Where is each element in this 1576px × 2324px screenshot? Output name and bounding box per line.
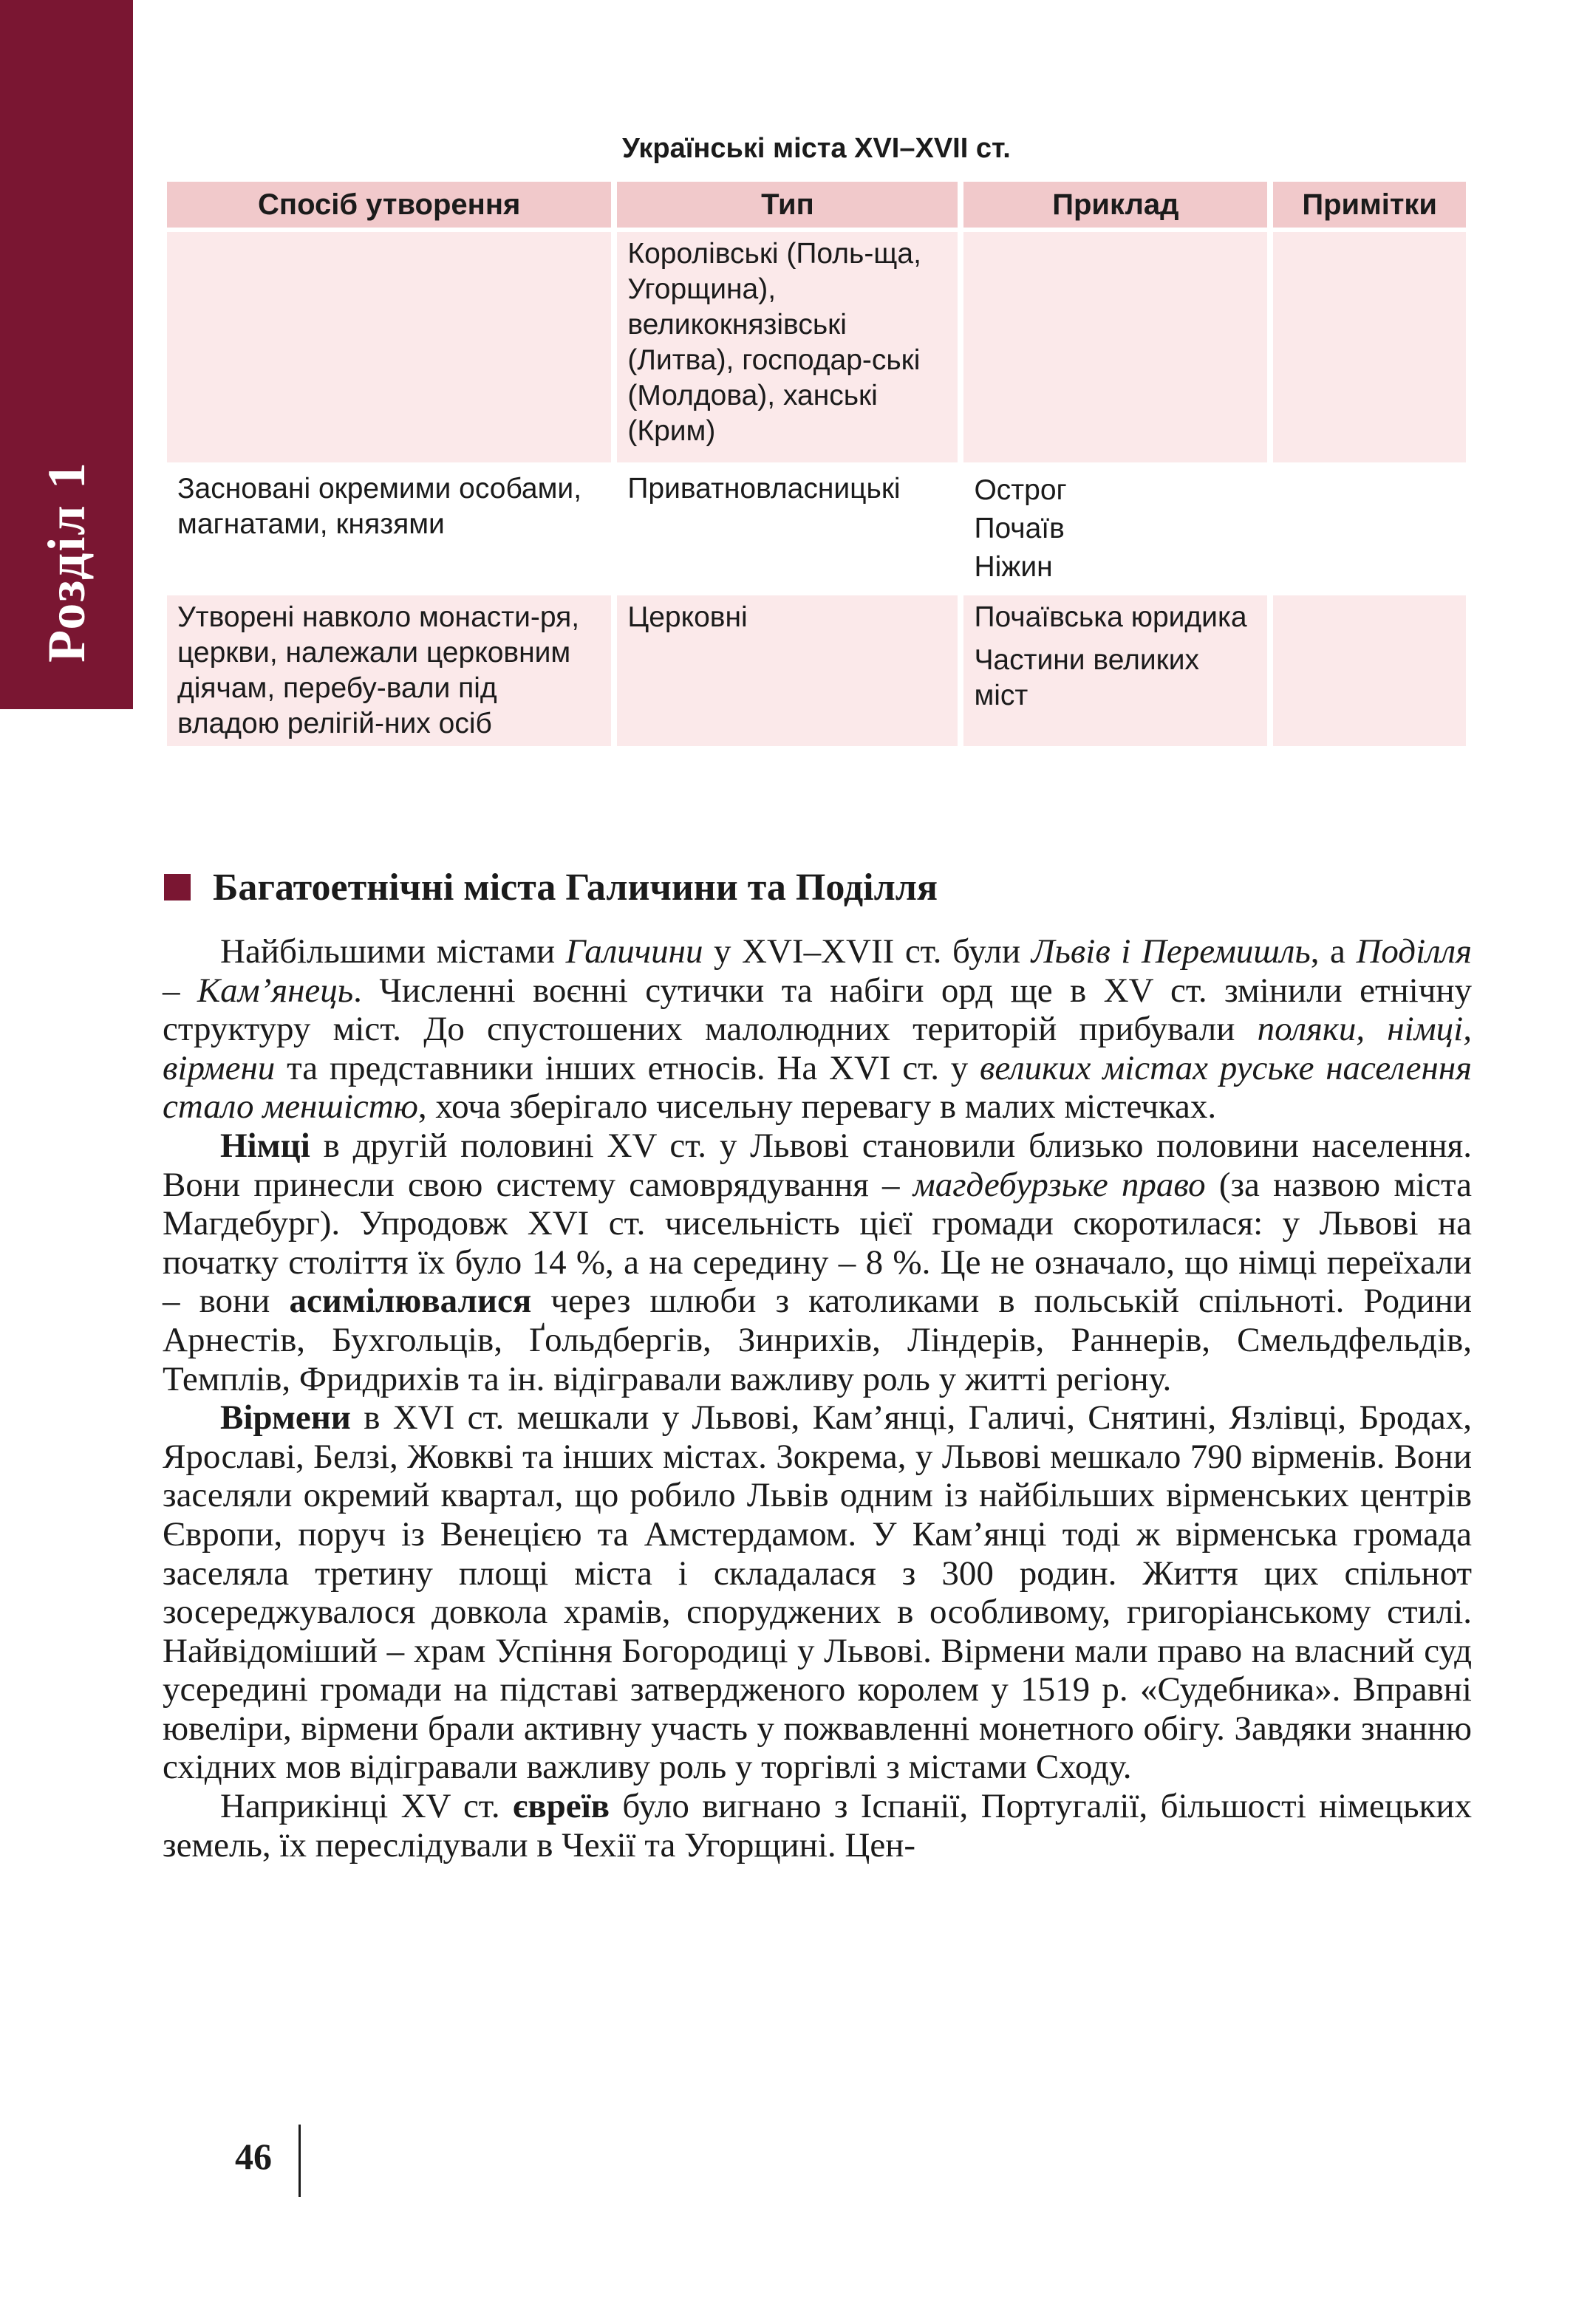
- paragraph-galicia: [163, 932, 1472, 1127]
- cell-type: Приватновласницькі: [627, 473, 901, 505]
- table-header-row: [167, 182, 1466, 228]
- body-text: [163, 932, 1472, 1865]
- section-title: Багатоетнічні міста Галичини та Поділля: [213, 866, 938, 909]
- example-item: Почаїв: [974, 513, 1065, 544]
- header-example: Приклад: [963, 182, 1267, 228]
- cell-example: [963, 232, 1267, 462]
- table-row: [167, 232, 1466, 462]
- example-item: Частини великих міст: [974, 644, 1199, 711]
- paragraph-jews: [163, 1787, 1472, 1865]
- cell-type: Церковні: [617, 595, 958, 746]
- text-run: було вигнано з Іспанії, Португалії, більшості німецьких земель, їх переслідували в Чехії та Угорщині. Цен-: [163, 1787, 1472, 1865]
- text-run: у XVI–XVII ст. були: [703, 932, 1031, 971]
- cell-notes: [1273, 595, 1466, 746]
- table-title: Українські міста XVI–XVII ст.: [622, 133, 1011, 164]
- text-run: в другій половині XV ст. у Львові становили близько половини населення. Вони принесли свою систему самоврядування –: [163, 1126, 1472, 1204]
- example-item: Острог: [974, 474, 1067, 506]
- paragraph-armenians: [163, 1398, 1472, 1787]
- bold-term: євреїв: [512, 1787, 610, 1826]
- italic-term: магдебурзьке право: [912, 1165, 1206, 1204]
- section-marker-icon: [164, 874, 191, 900]
- cell-example: [963, 595, 1267, 746]
- cities-table: [161, 177, 1472, 751]
- table-row: [167, 595, 1466, 746]
- chapter-label: Розділ 1: [36, 460, 96, 663]
- text-run: через шлюби з католиками в польській спільноті. Родини Арнестів, Бухгольців, Ґольдбергів, Зинрихів, Ліндерів, Раннерів, Смельдфельдів, Темплів, Фридрихів та ін. відігравали важливу роль у житті регіону.: [163, 1282, 1472, 1398]
- example-item: Почаївська юридика: [974, 601, 1247, 633]
- text-run: , хоча зберігало чисельну перевагу в малих містечках.: [417, 1087, 1217, 1127]
- bold-term: Вірмени: [220, 1398, 351, 1438]
- text-run: в XVI ст. мешкали у Львові, Кам’янці, Галичі, Снятині, Язлівці, Бродах, Ярославі, Белзі, Жовкві та інших містах. Зокрема, у Львові мешкало 790 вірменів. Вони заселяли окремий квартал, що робило Львів одним із найбільших вірменських центрів Європи, поруч із Венецією та Амстердамом. У Кам’янці тоді ж вірменська громада заселяла третину площі міста і складалася з 300 родин. Життя цих спільнот зосереджувалося довкола храмів, споруджених в особливому, григоріанському стилі. Найвідоміший – храм Успіння Богородиці у Львові. Вірмени мали право на власний суд усередині громади на підставі затвердженого королем у 1519 р. «Судебника». Вправні ювеліри, вірмени брали активну участь у пожвавленні монетного обігу. Завдяки знанню східних мов відігравали важливу роль у торгівлі з містами Сходу.: [163, 1398, 1472, 1787]
- chapter-label-wrap: [0, 443, 133, 680]
- header-type: Тип: [617, 182, 958, 228]
- cell-notes: [1273, 232, 1466, 462]
- bold-term: асимілювалися: [289, 1282, 532, 1321]
- header-method: Спосіб утворення: [167, 182, 611, 228]
- example-item: Ніжин: [974, 551, 1053, 583]
- cell-method: Засновані окремими особами, магнатами, князями: [177, 473, 582, 540]
- cell-method: [167, 232, 611, 462]
- italic-term: Львів і Перемишль: [1031, 932, 1311, 971]
- italic-term: великих містах руське населення стало меншістю: [163, 1048, 1472, 1127]
- section-heading: [164, 861, 1479, 913]
- table-row: [167, 467, 1466, 591]
- text-run: , а: [1310, 932, 1357, 971]
- text-run: (за назвою міста Магдебург). Упродовж XVI ст. чисельність цієї громади скоротилася: у Львові на початку століття їх було 14 %, а на середину – 8 %. Це не означало, що німці переїхали – вони: [163, 1165, 1472, 1321]
- paragraph-germans: [163, 1127, 1472, 1398]
- italic-term: Галичини: [565, 932, 703, 971]
- text-run: та представники інших етносів. На XVI ст. у: [275, 1048, 980, 1087]
- page-number-rule: [299, 2125, 301, 2197]
- italic-term: поляки, німці, вірмени: [163, 1010, 1472, 1087]
- bold-term: Німці: [220, 1126, 310, 1165]
- header-notes: Примітки: [1273, 182, 1466, 228]
- cell-notes: [1273, 467, 1466, 591]
- cell-method: Утворені навколо монасти-ря, церкви, належали церковним діячам, перебу-вали під владою релігій-них осіб: [167, 595, 611, 746]
- italic-term: Поділля – Кам’янець: [163, 932, 1472, 1010]
- text-run: . Численні воєнні сутички та набіги орд ще в XV ст. змінили етнічну структуру міст. До спустошених малолюдних територій прибували: [163, 971, 1472, 1049]
- page-number: 46: [235, 2136, 272, 2177]
- text-run: Найбільшими містами: [220, 932, 566, 971]
- cell-example: [963, 467, 1267, 591]
- text-run: Наприкінці XV ст.: [220, 1787, 513, 1826]
- cell-type: Королівські (Поль-ща, Угорщина), великокнязівські (Литва), господар-ські (Молдова), ханські (Крим): [617, 232, 958, 462]
